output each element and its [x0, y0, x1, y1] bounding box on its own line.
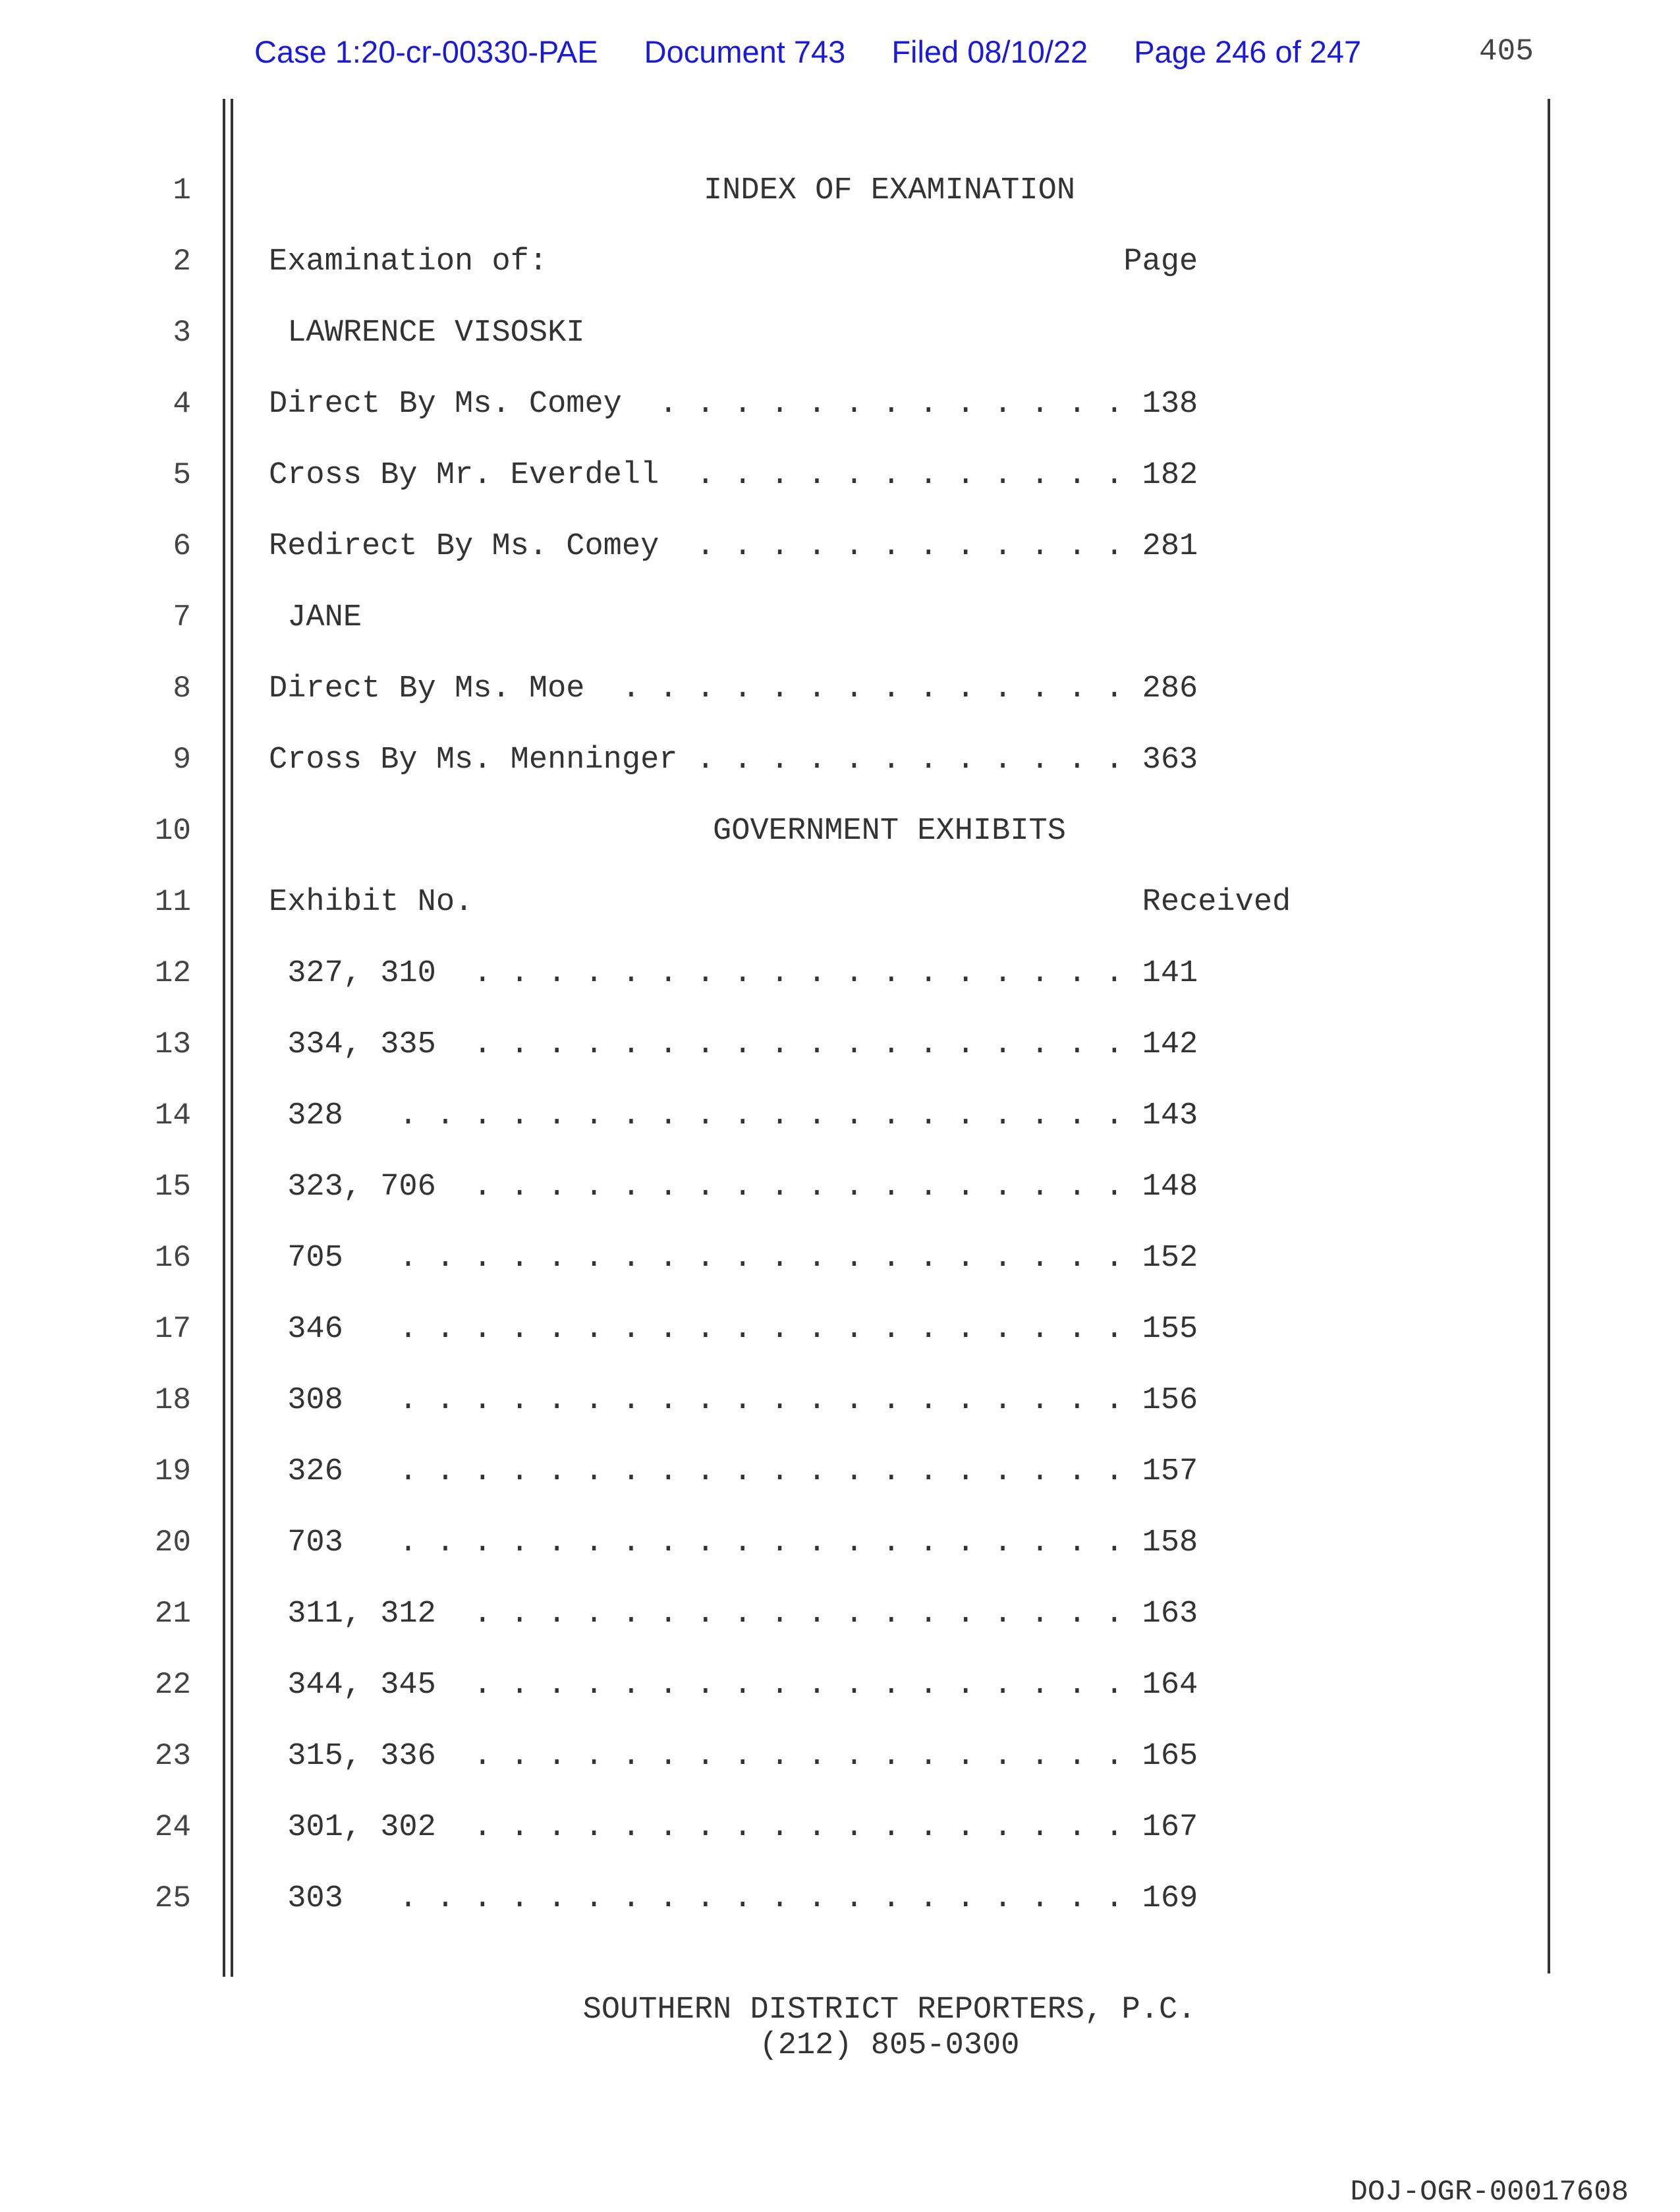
bates-number: DOJ-OGR-00017608: [1350, 2176, 1629, 2209]
witness-name: JANE: [269, 600, 362, 635]
exhibit-entry: 308 . . . . . . . . . . . . . . . . . . . . 156: [269, 1383, 1198, 1418]
exhibit-entry: 315, 336 . . . . . . . . . . . . . . . . . . 165: [269, 1739, 1198, 1774]
line-number: 16: [154, 1241, 191, 1275]
line-number: 7: [173, 600, 191, 635]
page-of-total: Page 246 of 247: [1134, 34, 1362, 69]
line-number: 23: [154, 1739, 191, 1773]
line-number: 12: [154, 956, 191, 990]
line-number: 11: [154, 885, 191, 919]
exhibit-entry: 703 . . . . . . . . . . . . . . . . . . . . 158: [269, 1525, 1198, 1560]
line-number: 4: [173, 387, 191, 421]
exhibit-entry: 705 . . . . . . . . . . . . . . . . . . . . 152: [269, 1241, 1198, 1276]
exhibit-entry: 328 . . . . . . . . . . . . . . . . . . . . 143: [269, 1098, 1198, 1133]
line-number: 24: [154, 1810, 191, 1844]
line-number: 19: [154, 1454, 191, 1489]
reporter-phone: (212) 805-0300: [759, 2028, 1020, 2063]
reporter-name: SOUTHERN DISTRICT REPORTERS, P.C.: [582, 1993, 1196, 2028]
index-entry: Direct By Ms. Comey . . . . . . . . . . . . . 138: [269, 387, 1198, 422]
index-entry: Cross By Ms. Menninger . . . . . . . . . . . . 363: [269, 743, 1198, 778]
index-entry: Direct By Ms. Moe . . . . . . . . . . . . . . 286: [269, 671, 1198, 706]
line-number: 6: [173, 529, 191, 563]
exhibit-entry: 301, 302 . . . . . . . . . . . . . . . . . . 167: [269, 1810, 1198, 1845]
exhibit-entry: 346 . . . . . . . . . . . . . . . . . . . . 155: [269, 1312, 1198, 1347]
case-number: Case 1:20-cr-00330-PAE: [254, 34, 598, 69]
witness-name: LAWRENCE VISOSKI: [269, 316, 585, 351]
left-margin-rule-outer: [223, 99, 225, 1977]
index-of-examination-heading: INDEX OF EXAMINATION: [703, 173, 1076, 208]
line-number: 5: [173, 458, 191, 492]
index-entry: Redirect By Ms. Comey . . . . . . . . . . . . 281: [269, 529, 1198, 564]
line-number: 21: [154, 1597, 191, 1631]
exhibit-entry: 303 . . . . . . . . . . . . . . . . . . . . 169: [269, 1881, 1198, 1916]
exhibit-entry: 326 . . . . . . . . . . . . . . . . . . . . 157: [269, 1454, 1198, 1489]
left-margin-rule-inner: [231, 99, 233, 1977]
line-number: 2: [173, 244, 191, 279]
court-filing-stamp: [254, 32, 1361, 71]
column-header-examination: Examination of: Page: [269, 244, 1198, 279]
line-number: 9: [173, 743, 191, 777]
line-number: 15: [154, 1170, 191, 1204]
exhibit-entry: 344, 345 . . . . . . . . . . . . . . . . . . 164: [269, 1668, 1198, 1703]
line-number: 22: [154, 1668, 191, 1702]
document-number: Document 743: [644, 34, 846, 69]
line-number: 14: [154, 1098, 191, 1133]
exhibit-entry: 327, 310 . . . . . . . . . . . . . . . . . . 141: [269, 956, 1198, 991]
line-number: 18: [154, 1383, 191, 1417]
index-entry: Cross By Mr. Everdell . . . . . . . . . . . . 182: [269, 458, 1198, 493]
line-number: 8: [173, 671, 191, 706]
government-exhibits-heading: GOVERNMENT EXHIBITS: [713, 814, 1066, 849]
exhibit-entry: 323, 706 . . . . . . . . . . . . . . . . . . 148: [269, 1170, 1198, 1205]
line-number: 3: [173, 316, 191, 350]
line-number: 20: [154, 1525, 191, 1560]
line-number: 10: [154, 814, 191, 848]
right-margin-rule: [1548, 99, 1550, 1973]
line-number: 13: [154, 1027, 191, 1062]
filed-date: Filed 08/10/22: [891, 34, 1088, 69]
line-number: 1: [173, 173, 191, 208]
exhibit-entry: 334, 335 . . . . . . . . . . . . . . . . . . 142: [269, 1027, 1198, 1062]
line-number: 17: [154, 1312, 191, 1346]
line-number: 25: [154, 1881, 191, 1915]
exhibit-entry: 311, 312 . . . . . . . . . . . . . . . . . . 163: [269, 1597, 1198, 1631]
transcript-page-number: 405: [1479, 34, 1534, 69]
column-header-exhibit: Exhibit No. Received: [269, 885, 1291, 920]
